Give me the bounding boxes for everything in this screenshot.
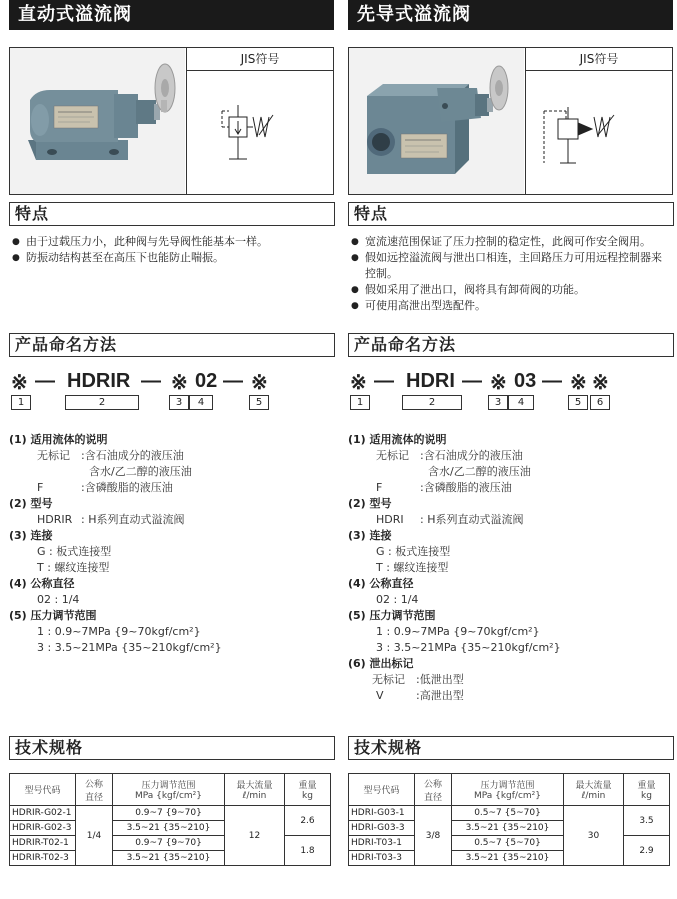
desc-heading: (1) 适用流体的说明 <box>9 433 108 446</box>
naming-box: 5 <box>249 395 269 410</box>
desc-line: G : 板式连接型 <box>376 545 451 558</box>
naming-box: 6 <box>590 395 610 410</box>
header-flow: 最大流量 ℓ/min <box>225 774 285 806</box>
desc-key: F <box>376 481 383 494</box>
desc-key: HDRIR <box>37 513 73 526</box>
desc-line <box>348 512 668 528</box>
naming-placeholder: ※ <box>11 372 28 394</box>
desc-line: 含水/乙二醇的液压油 <box>428 465 531 478</box>
left-jis-symbol-icon <box>187 71 333 194</box>
naming-dash: — <box>223 370 243 392</box>
left-spec-table <box>9 773 331 866</box>
header-diameter: 公称 直径 <box>415 774 452 806</box>
naming-box: 3 <box>488 395 508 410</box>
desc-line <box>348 480 668 496</box>
cell-model: HDRI-T03-3 <box>349 851 415 866</box>
naming-dash: — <box>374 370 394 392</box>
desc-heading: (3) 连接 <box>9 529 53 542</box>
desc-heading: (6) 泄出标记 <box>348 657 414 670</box>
desc-value: :含磷酸脂的液压油 <box>81 481 173 494</box>
cell-weight: 3.5 <box>624 806 670 836</box>
left-features-heading: 特点 <box>9 202 335 226</box>
cell-model: HDRIR-T02-3 <box>10 851 76 866</box>
right-column <box>348 0 673 863</box>
cell-diameter: 1/4 <box>76 806 113 866</box>
header-model: 型号代码 <box>349 774 415 806</box>
left-naming-heading: 产品命名方法 <box>9 333 335 357</box>
naming-size: 02 <box>195 370 218 392</box>
right-features-list <box>351 234 671 314</box>
right-title: 先导式溢流阀 <box>348 0 673 30</box>
left-jis-label: JIS符号 <box>187 48 333 71</box>
desc-heading: (5) 压力调节范围 <box>348 609 436 622</box>
right-valve-photo <box>349 48 524 194</box>
desc-value: :低泄出型 <box>416 673 464 686</box>
naming-size: 03 <box>514 370 537 392</box>
header-diameter: 公称 直径 <box>76 774 113 806</box>
cell-pressure: 3.5~21 {35~210} <box>452 821 564 836</box>
table-row <box>349 806 670 821</box>
desc-line: 1 : 0.9~7MPa {9~70kgf/cm²} <box>37 625 201 638</box>
desc-value: :含石油成分的液压油 <box>81 449 184 462</box>
right-spec-table <box>348 773 670 866</box>
desc-key: F <box>37 481 44 494</box>
left-jis-panel <box>186 48 333 194</box>
left-product-box <box>9 47 334 195</box>
desc-line <box>9 448 329 464</box>
right-naming-heading: 产品命名方法 <box>348 333 674 357</box>
desc-key: 无标记 <box>37 449 70 462</box>
right-jis-symbol-icon <box>526 71 672 194</box>
desc-heading: (4) 公称直径 <box>348 577 414 590</box>
right-feature-item: ● 可使用高泄出型选配件。 <box>351 298 671 314</box>
table-header-row <box>349 774 670 806</box>
naming-placeholder: ※ <box>350 372 367 394</box>
desc-line: 3 : 3.5~21MPa {35~210kgf/cm²} <box>376 641 561 654</box>
header-weight: 重量 kg <box>624 774 670 806</box>
desc-line <box>9 480 329 496</box>
desc-line: 02 : 1/4 <box>376 593 419 606</box>
desc-line: 3 : 3.5~21MPa {35~210kgf/cm²} <box>37 641 222 654</box>
table-row <box>10 806 331 821</box>
desc-value: : H系列直动式溢流阀 <box>81 513 185 526</box>
naming-box: 4 <box>508 395 534 410</box>
right-feature-item: ● 假如远控溢流阀与泄出口相连，主回路压力可用远程控制器来控制。 <box>351 250 671 282</box>
right-feature-item: ● 假如采用了泄出口，阀将具有卸荷阀的功能。 <box>351 282 671 298</box>
naming-placeholder: ※ <box>490 372 507 394</box>
desc-key: V <box>376 689 384 702</box>
left-feature-item: ● 由于过载压力小，此种阀与先导阀性能基本一样。 <box>12 234 332 250</box>
left-valve-photo <box>10 48 185 194</box>
desc-line <box>348 448 668 464</box>
cell-model: HDRIR-T02-1 <box>10 836 76 851</box>
desc-heading: (4) 公称直径 <box>9 577 75 590</box>
header-weight: 重量 kg <box>285 774 331 806</box>
cell-pressure: 3.5~21 {35~210} <box>452 851 564 866</box>
cell-pressure: 0.5~7 {5~70} <box>452 836 564 851</box>
left-column <box>9 0 334 863</box>
desc-value: :高泄出型 <box>416 689 464 702</box>
cell-pressure: 0.9~7 {9~70} <box>113 836 225 851</box>
naming-placeholder: ※ <box>251 372 268 394</box>
naming-placeholder: ※ <box>171 372 188 394</box>
naming-placeholder: ※ <box>570 372 587 394</box>
cell-model: HDRIR-G02-3 <box>10 821 76 836</box>
left-spec-heading: 技术规格 <box>9 736 335 760</box>
desc-heading: (2) 型号 <box>348 497 392 510</box>
desc-line <box>348 672 668 688</box>
desc-key: 无标记 <box>376 449 409 462</box>
header-model: 型号代码 <box>10 774 76 806</box>
naming-model: HDRIR <box>67 370 131 392</box>
desc-heading: (2) 型号 <box>9 497 53 510</box>
left-naming-code <box>11 370 331 410</box>
desc-heading: (3) 连接 <box>348 529 392 542</box>
desc-line <box>348 688 668 704</box>
cell-weight: 1.8 <box>285 836 331 866</box>
cell-pressure: 0.5~7 {5~70} <box>452 806 564 821</box>
desc-line: 含水/乙二醇的液压油 <box>89 465 192 478</box>
naming-box: 1 <box>350 395 370 410</box>
desc-value: :含磷酸脂的液压油 <box>420 481 512 494</box>
cell-pressure: 3.5~21 {35~210} <box>113 821 225 836</box>
desc-line: 1 : 0.9~7MPa {9~70kgf/cm²} <box>376 625 540 638</box>
naming-box: 2 <box>402 395 462 410</box>
naming-box: 1 <box>11 395 31 410</box>
left-naming-description <box>9 432 329 656</box>
naming-box: 2 <box>65 395 139 410</box>
right-jis-panel <box>525 48 672 194</box>
cell-pressure: 3.5~21 {35~210} <box>113 851 225 866</box>
desc-key: HDRI <box>376 513 404 526</box>
naming-placeholder: ※ <box>592 372 609 394</box>
right-naming-description <box>348 432 668 704</box>
desc-line: G : 板式连接型 <box>37 545 112 558</box>
cell-model: HDRI-T03-1 <box>349 836 415 851</box>
naming-dash: — <box>141 370 161 392</box>
naming-box: 4 <box>189 395 213 410</box>
desc-line: 02 : 1/4 <box>37 593 80 606</box>
cell-model: HDRI-G03-1 <box>349 806 415 821</box>
right-product-box <box>348 47 673 195</box>
desc-key: 无标记 <box>372 673 405 686</box>
left-title: 直动式溢流阀 <box>9 0 334 30</box>
header-pressure: 压力调节范围 MPa {kgf/cm²} <box>452 774 564 806</box>
desc-line: T : 螺纹连接型 <box>37 561 110 574</box>
header-flow: 最大流量 ℓ/min <box>564 774 624 806</box>
naming-box: 3 <box>169 395 189 410</box>
cell-flow: 30 <box>564 806 624 866</box>
desc-heading: (1) 适用流体的说明 <box>348 433 447 446</box>
cell-model: HDRIR-G02-1 <box>10 806 76 821</box>
left-features-list <box>12 234 332 266</box>
cell-diameter: 3/8 <box>415 806 452 866</box>
table-header-row <box>10 774 331 806</box>
cell-weight: 2.9 <box>624 836 670 866</box>
cell-flow: 12 <box>225 806 285 866</box>
naming-dash: — <box>462 370 482 392</box>
cell-weight: 2.6 <box>285 806 331 836</box>
right-features-heading: 特点 <box>348 202 674 226</box>
right-spec-heading: 技术规格 <box>348 736 674 760</box>
right-naming-code <box>350 370 670 410</box>
naming-box: 5 <box>568 395 588 410</box>
cell-pressure: 0.9~7 {9~70} <box>113 806 225 821</box>
left-feature-item: ● 防振动结构甚至在高压下也能防止喘振。 <box>12 250 332 266</box>
naming-model: HDRI <box>406 370 455 392</box>
desc-line <box>9 512 329 528</box>
naming-dash: — <box>542 370 562 392</box>
desc-line: T : 螺纹连接型 <box>376 561 449 574</box>
right-feature-item: ● 宽流速范围保证了压力控制的稳定性，此阀可作安全阀用。 <box>351 234 671 250</box>
desc-value: :含石油成分的液压油 <box>420 449 523 462</box>
desc-value: : H系列直动式溢流阀 <box>420 513 524 526</box>
desc-heading: (5) 压力调节范围 <box>9 609 97 622</box>
naming-dash: — <box>35 370 55 392</box>
header-pressure: 压力调节范围 MPa {kgf/cm²} <box>113 774 225 806</box>
right-jis-label: JIS符号 <box>526 48 672 71</box>
cell-model: HDRI-G03-3 <box>349 821 415 836</box>
